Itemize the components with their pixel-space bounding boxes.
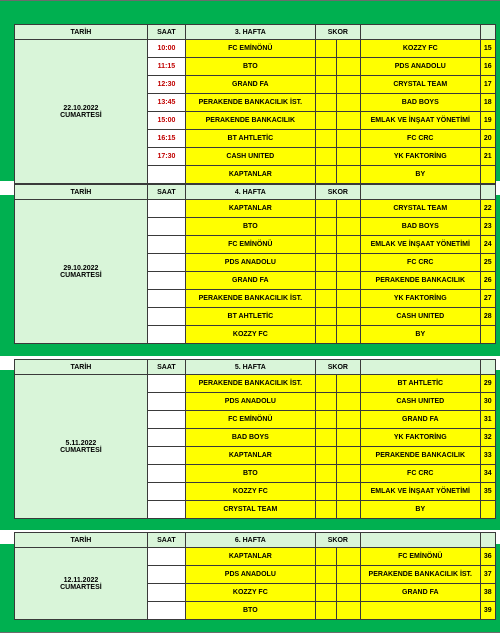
home-team: KAPTANLAR (185, 166, 315, 184)
match-number: 21 (480, 148, 495, 166)
home-team: BTO (185, 218, 315, 236)
match-date-cell (15, 40, 148, 184)
match-time (147, 465, 185, 483)
away-team (361, 602, 480, 620)
home-team: PERAKENDE BANKACILIK İST. (185, 375, 315, 393)
away-team: EMLAK VE İNŞAAT YÖNETİMİ (361, 112, 480, 130)
date-header: TARİH (15, 360, 148, 375)
match-number: 27 (480, 290, 495, 308)
away-score (337, 290, 361, 308)
match-row (15, 40, 496, 58)
away-team: PERAKENDE BANKACILIK (361, 447, 480, 465)
home-score (315, 308, 337, 326)
away-team: BY (361, 326, 480, 344)
away-score (337, 148, 361, 166)
away-score (337, 548, 361, 566)
away-score (337, 218, 361, 236)
away-team: BY (361, 166, 480, 184)
match-row (15, 548, 496, 566)
week-header-row (15, 533, 496, 548)
match-time (147, 308, 185, 326)
match-number: 26 (480, 272, 495, 290)
match-time (147, 166, 185, 184)
home-score (315, 166, 337, 184)
time-header: SAAT (147, 360, 185, 375)
header-blank (361, 25, 480, 40)
match-date-cell (15, 200, 148, 344)
home-team: PERAKENDE BANKACILIK İST. (185, 94, 315, 112)
away-score (337, 393, 361, 411)
home-score (315, 566, 337, 584)
score-header: SKOR (315, 360, 360, 375)
match-number (480, 501, 495, 519)
away-team: BY (361, 501, 480, 519)
home-team: KOZZY FC (185, 483, 315, 501)
home-team: PERAKENDE BANKACILIK (185, 112, 315, 130)
match-time (147, 254, 185, 272)
home-score (315, 548, 337, 566)
home-team: CASH UNITED (185, 148, 315, 166)
home-score (315, 602, 337, 620)
match-date-cell (15, 375, 148, 519)
away-score (337, 112, 361, 130)
match-number: 22 (480, 200, 495, 218)
away-team: CRYSTAL TEAM (361, 200, 480, 218)
match-time: 15:00 (147, 112, 185, 130)
home-team: BTO (185, 58, 315, 76)
home-score (315, 429, 337, 447)
match-day: CUMARTESİ (60, 271, 102, 279)
match-number: 23 (480, 218, 495, 236)
home-team: KOZZY FC (185, 326, 315, 344)
match-time (147, 602, 185, 620)
away-team: EMLAK VE İNŞAAT YÖNETİMİ (361, 483, 480, 501)
match-time (147, 218, 185, 236)
week-header-row (15, 360, 496, 375)
match-day: CUMARTESİ (60, 446, 102, 454)
match-number: 37 (480, 566, 495, 584)
score-header: SKOR (315, 533, 360, 548)
away-team: FC CRC (361, 130, 480, 148)
match-number: 16 (480, 58, 495, 76)
away-team: GRAND FA (361, 584, 480, 602)
home-team: FC EMİNÖNÜ (185, 411, 315, 429)
match-time (147, 566, 185, 584)
home-team: BAD BOYS (185, 429, 315, 447)
header-blank (480, 185, 495, 200)
home-score (315, 375, 337, 393)
home-score (315, 465, 337, 483)
score-header: SKOR (315, 25, 360, 40)
home-score (315, 76, 337, 94)
match-day: CUMARTESİ (60, 111, 102, 119)
header-blank (361, 533, 480, 548)
match-number: 31 (480, 411, 495, 429)
home-team: CRYSTAL TEAM (185, 501, 315, 519)
home-team: GRAND FA (185, 272, 315, 290)
home-team: BT AHTLETİC (185, 130, 315, 148)
week-title: 5. HAFTA (185, 360, 315, 375)
home-score (315, 58, 337, 76)
match-time: 16:15 (147, 130, 185, 148)
home-team: GRAND FA (185, 76, 315, 94)
away-team: GRAND FA (361, 411, 480, 429)
away-score (337, 130, 361, 148)
match-row (15, 375, 496, 393)
away-team: FC CRC (361, 465, 480, 483)
home-team: KAPTANLAR (185, 548, 315, 566)
home-team: KAPTANLAR (185, 200, 315, 218)
match-number: 39 (480, 602, 495, 620)
match-date: 5.11.2022 (65, 439, 97, 447)
away-score (337, 200, 361, 218)
away-team: PERAKENDE BANKACILIK (361, 272, 480, 290)
match-number: 34 (480, 465, 495, 483)
week-table (14, 359, 496, 519)
away-score (337, 40, 361, 58)
away-score (337, 326, 361, 344)
home-team: PDS ANADOLU (185, 566, 315, 584)
home-team: KAPTANLAR (185, 447, 315, 465)
match-time (147, 393, 185, 411)
away-score (337, 584, 361, 602)
date-header: TARİH (15, 533, 148, 548)
header-blank (361, 185, 480, 200)
away-score (337, 465, 361, 483)
match-number (480, 326, 495, 344)
away-score (337, 272, 361, 290)
match-number: 36 (480, 548, 495, 566)
header-blank (480, 25, 495, 40)
match-time (147, 548, 185, 566)
match-time (147, 272, 185, 290)
home-score (315, 483, 337, 501)
home-score (315, 200, 337, 218)
away-team: BAD BOYS (361, 94, 480, 112)
match-time (147, 411, 185, 429)
match-row (15, 200, 496, 218)
match-day: CUMARTESİ (60, 583, 102, 591)
home-team: FC EMİNÖNÜ (185, 236, 315, 254)
match-number: 15 (480, 40, 495, 58)
away-team: YK FAKTORİNG (361, 290, 480, 308)
match-number: 18 (480, 94, 495, 112)
match-number: 25 (480, 254, 495, 272)
away-score (337, 602, 361, 620)
match-time: 13:45 (147, 94, 185, 112)
home-score (315, 112, 337, 130)
week-title: 6. HAFTA (185, 533, 315, 548)
away-score (337, 94, 361, 112)
home-score (315, 411, 337, 429)
match-date: 22.10.2022 (63, 104, 99, 112)
score-header: SKOR (315, 185, 360, 200)
match-time (147, 501, 185, 519)
match-number: 38 (480, 584, 495, 602)
away-score (337, 236, 361, 254)
match-time (147, 375, 185, 393)
home-score (315, 393, 337, 411)
away-score (337, 254, 361, 272)
match-time (147, 236, 185, 254)
header-blank (480, 360, 495, 375)
match-number: 30 (480, 393, 495, 411)
match-time (147, 290, 185, 308)
home-score (315, 148, 337, 166)
away-team: PDS ANADOLU (361, 58, 480, 76)
match-number: 17 (480, 76, 495, 94)
away-team: CASH UNITED (361, 393, 480, 411)
away-team: EMLAK VE İNŞAAT YÖNETİMİ (361, 236, 480, 254)
home-team: PERAKENDE BANKACILIK İST. (185, 290, 315, 308)
match-time: 10:00 (147, 40, 185, 58)
home-score (315, 254, 337, 272)
match-number: 28 (480, 308, 495, 326)
home-score (315, 94, 337, 112)
match-number: 24 (480, 236, 495, 254)
away-score (337, 411, 361, 429)
week-header-row (15, 25, 496, 40)
match-number: 20 (480, 130, 495, 148)
home-team: BTO (185, 602, 315, 620)
match-number: 32 (480, 429, 495, 447)
week-header-row (15, 185, 496, 200)
header-blank (480, 533, 495, 548)
home-score (315, 584, 337, 602)
away-score (337, 447, 361, 465)
match-number: 19 (480, 112, 495, 130)
away-team: CASH UNITED (361, 308, 480, 326)
away-team: CRYSTAL TEAM (361, 76, 480, 94)
away-score (337, 375, 361, 393)
time-header: SAAT (147, 25, 185, 40)
away-team: FC EMİNÖNÜ (361, 548, 480, 566)
home-team: PDS ANADOLU (185, 393, 315, 411)
week-table (14, 532, 496, 620)
home-score (315, 272, 337, 290)
away-score (337, 76, 361, 94)
match-number: 33 (480, 447, 495, 465)
home-team: FC EMİNÖNÜ (185, 40, 315, 58)
home-team: BTO (185, 465, 315, 483)
home-score (315, 501, 337, 519)
away-score (337, 58, 361, 76)
match-time (147, 483, 185, 501)
match-time (147, 200, 185, 218)
away-score (337, 308, 361, 326)
away-team: BT AHTLETİC (361, 375, 480, 393)
match-number: 35 (480, 483, 495, 501)
away-score (337, 166, 361, 184)
home-team: PDS ANADOLU (185, 254, 315, 272)
week-table (14, 184, 496, 344)
match-time (147, 429, 185, 447)
away-team: BAD BOYS (361, 218, 480, 236)
away-team: PERAKENDE BANKACILIK İST. (361, 566, 480, 584)
home-team: KOZZY FC (185, 584, 315, 602)
home-score (315, 218, 337, 236)
match-time: 17:30 (147, 148, 185, 166)
home-team: BT AHTLETİC (185, 308, 315, 326)
home-score (315, 290, 337, 308)
home-score (315, 326, 337, 344)
header-blank (361, 360, 480, 375)
away-team: FC CRC (361, 254, 480, 272)
home-score (315, 236, 337, 254)
match-date-cell (15, 548, 148, 620)
away-score (337, 429, 361, 447)
match-time (147, 447, 185, 465)
week-table (14, 24, 496, 184)
away-score (337, 566, 361, 584)
week-title: 3. HAFTA (185, 25, 315, 40)
match-date: 12.11.2022 (63, 576, 99, 584)
home-score (315, 447, 337, 465)
match-time (147, 584, 185, 602)
match-time: 11:15 (147, 58, 185, 76)
away-team: YK FAKTORİNG (361, 429, 480, 447)
time-header: SAAT (147, 533, 185, 548)
away-score (337, 483, 361, 501)
away-score (337, 501, 361, 519)
match-time: 12:30 (147, 76, 185, 94)
time-header: SAAT (147, 185, 185, 200)
match-number: 29 (480, 375, 495, 393)
week-title: 4. HAFTA (185, 185, 315, 200)
date-header: TARİH (15, 185, 148, 200)
home-score (315, 130, 337, 148)
match-date: 29.10.2022 (63, 264, 99, 272)
home-score (315, 40, 337, 58)
away-team: YK FAKTORİNG (361, 148, 480, 166)
match-number (480, 166, 495, 184)
away-team: KOZZY FC (361, 40, 480, 58)
date-header: TARİH (15, 25, 148, 40)
match-time (147, 326, 185, 344)
